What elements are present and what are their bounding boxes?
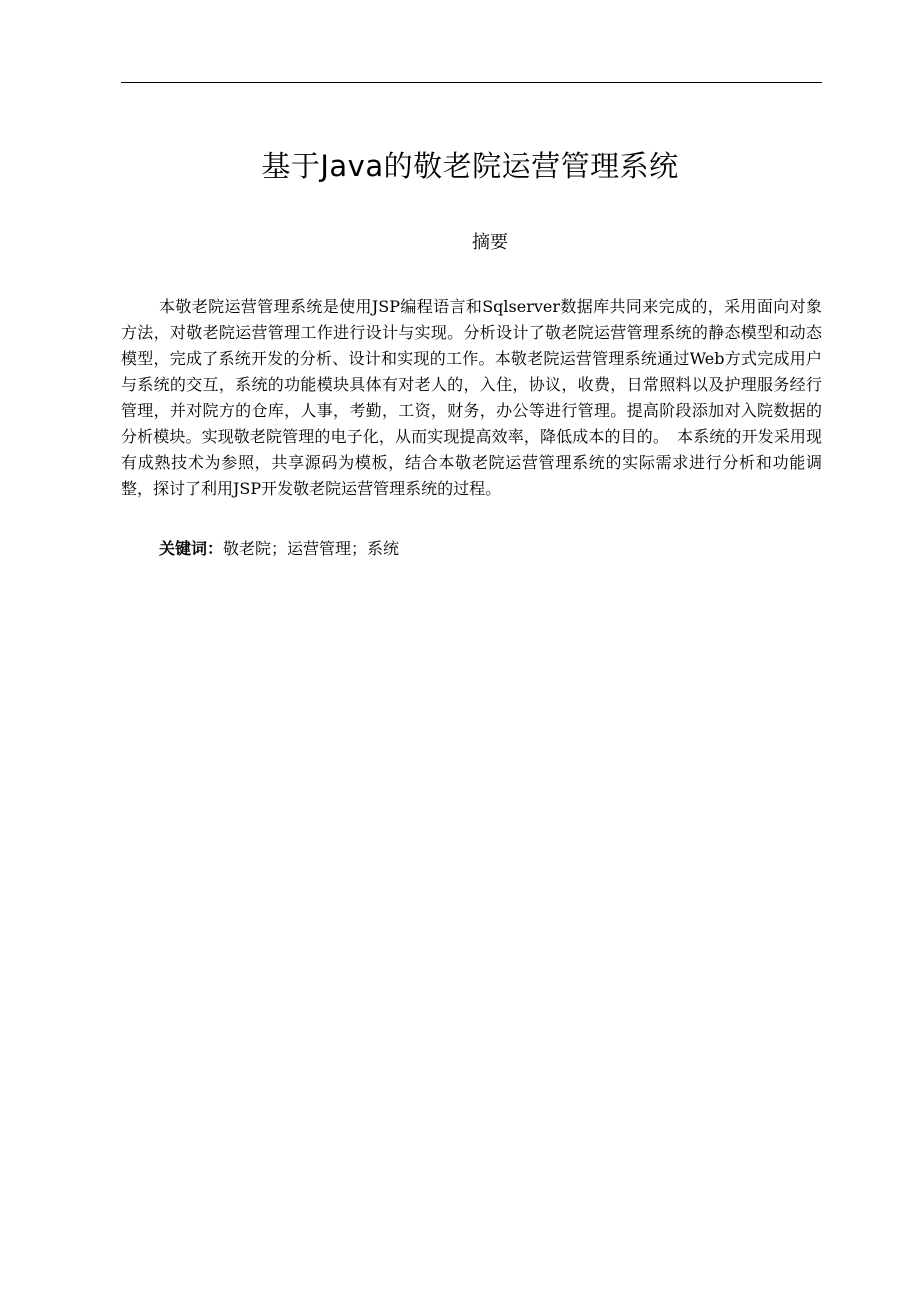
abstract-paragraph: 本敬老院运营管理系统是使用JSP编程语言和Sqlserver数据库共同来完成的，采用面向对象方法，对敬老院运营管理工作进行设计与实现。分析设计了敬老院运营管理系统的静态模型和动态模型，完成了系统开发的分析、设计和实现的工作。本敬老院运营管理系统通过Web方式完成用户与系统的交互，系统的功能模块具体有对老人的，入住，协议，收费，日常照料以及护理服务经行管理，并对院方的仓库，人事，考勤，工资，财务，办公等进行管理。提高阶段添加对入院数据的分析模块。实现敬老院管理的电子化，从而实现提高效率，降低成本的目的。 本系统的开发采用现有成熟技术为参照，共享源码为模板，结合本敬老院运营管理系统的实际需求进行分析和功能调整，探讨了利用JSP开发敬老院运营管理系统的过程。: [121, 297, 822, 498]
keywords-label: 关键词：: [159, 539, 224, 558]
keywords-value: 敬老院；运营管理；系统: [223, 539, 400, 558]
document-title: 基于Java的敬老院运营管理系统: [261, 149, 679, 183]
header-rule: [121, 82, 822, 83]
keywords-line: [159, 536, 822, 562]
abstract-heading: 摘要: [472, 232, 508, 253]
